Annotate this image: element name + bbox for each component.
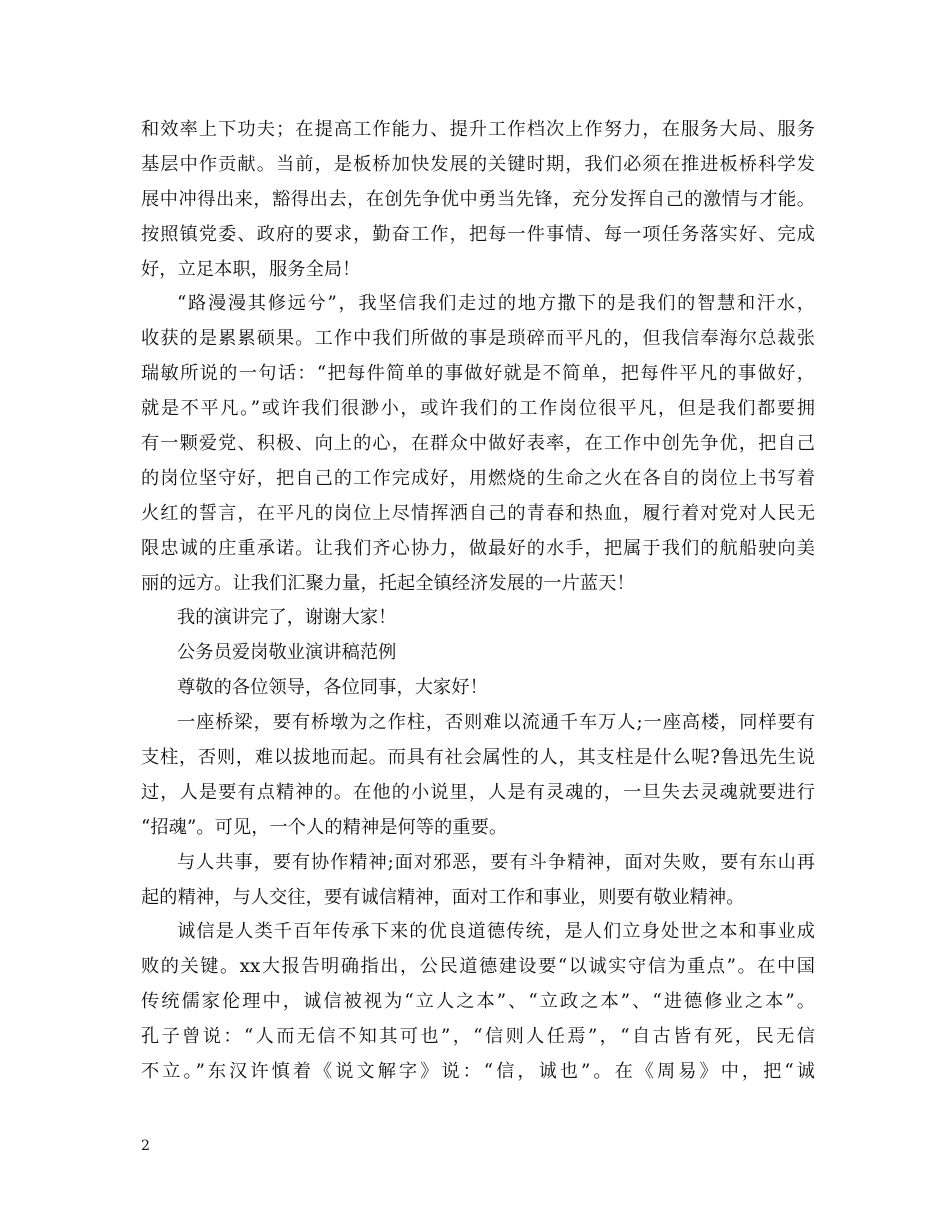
text-line: 有一颗爱党、积极、向上的心，在群众中做好表率，在工作中创先争优，把自己 bbox=[141, 433, 815, 455]
text-line: 与人共事，要有协作精神;面对邪恶，要有斗争精神，面对失败，要有东山再 bbox=[177, 851, 815, 873]
page-number: 2 bbox=[141, 1138, 150, 1154]
text-line: 诚信是人类千百年传承下来的优良道德传统，是人们立身处世之本和事业成 bbox=[177, 921, 815, 943]
text-line: 丽的远方。让我们汇聚力量，托起全镇经济发展的一片蓝天！ bbox=[141, 572, 635, 594]
text-line: “招魂”。可见，一个人的精神是何等的重要。 bbox=[141, 816, 508, 838]
text-line: 收获的是累累硕果。工作中我们所做的事是琐碎而平凡的，但我信奉海尔总裁张 bbox=[141, 328, 815, 350]
text-line: 支柱，否则，难以拔地而起。而具有社会属性的人，其支柱是什么呢?鲁迅先生说 bbox=[141, 747, 815, 769]
text-line: 按照镇党委、政府的要求，勤奋工作，把每一件事情、每一项任务落实好、完成 bbox=[141, 223, 815, 245]
text-line: 我的演讲完了，谢谢大家！ bbox=[177, 607, 397, 629]
text-line: 就是不平凡。”或许我们很渺小，或许我们的工作岗位很平凡，但是我们都要拥 bbox=[141, 398, 815, 420]
text-line: 一座桥梁，要有桥墩为之作柱，否则难以流通千车万人;一座高楼，同样要有 bbox=[177, 712, 815, 734]
text-line: 过，人是要有点精神的。在他的小说里，人是有灵魂的，一旦失去灵魂就要进行 bbox=[141, 781, 815, 803]
text-line: 败的关键。xx大报告明确指出，公民道德建设要“以诚实守信为重点”。在中国 bbox=[141, 956, 815, 978]
text-line: 基层中作贡献。当前，是板桥加快发展的关键时期，我们必须在推进板桥科学发 bbox=[141, 153, 815, 175]
text-line: 起的精神，与人交往，要有诚信精神，面对工作和事业，则要有敬业精神。 bbox=[141, 886, 745, 908]
text-line: 孔子曾说：“人而无信不知其可也”，“信则人任焉”，“自古皆有死，民无信 bbox=[141, 1026, 815, 1048]
text-line: 的岗位坚守好，把自己的工作完成好，用燃烧的生命之火在各自的岗位上书写着 bbox=[141, 467, 815, 489]
text-line: 展中冲得出来，豁得出去，在创先争优中勇当先锋，充分发挥自己的激情与才能。 bbox=[141, 188, 815, 210]
text-line: 尊敬的各位领导，各位同事，大家好！ bbox=[177, 677, 488, 699]
text-line: “路漫漫其修远兮”，我坚信我们走过的地方撒下的是我们的智慧和汗水， bbox=[177, 293, 815, 315]
body-text bbox=[141, 113, 815, 1090]
text-line: 传统儒家伦理中，诚信被视为“立人之本”、“立政之本”、“进德修业之本”。 bbox=[141, 991, 815, 1013]
text-line: 和效率上下功夫；在提高工作能力、提升工作档次上作努力，在服务大局、服务 bbox=[141, 119, 815, 140]
text-line: 公务员爱岗敬业演讲稿范例 bbox=[177, 642, 397, 664]
text-line: 不立。”东汉许慎着《说文解字》说：“信，诚也”。在《周易》中，把“诚 bbox=[141, 1061, 815, 1083]
text-line: 限忠诚的庄重承诺。让我们齐心协力，做最好的水手，把属于我们的航船驶向美 bbox=[141, 537, 815, 559]
text-line: 瑞敏所说的一句话：“把每件简单的事做好就是不简单，把每件平凡的事做好， bbox=[141, 363, 815, 385]
text-line: 好，立足本职，服务全局！ bbox=[141, 258, 361, 280]
text-line: 火红的誓言，在平凡的岗位上尽情挥洒自己的青春和热血，履行着对党对人民无 bbox=[141, 502, 815, 524]
